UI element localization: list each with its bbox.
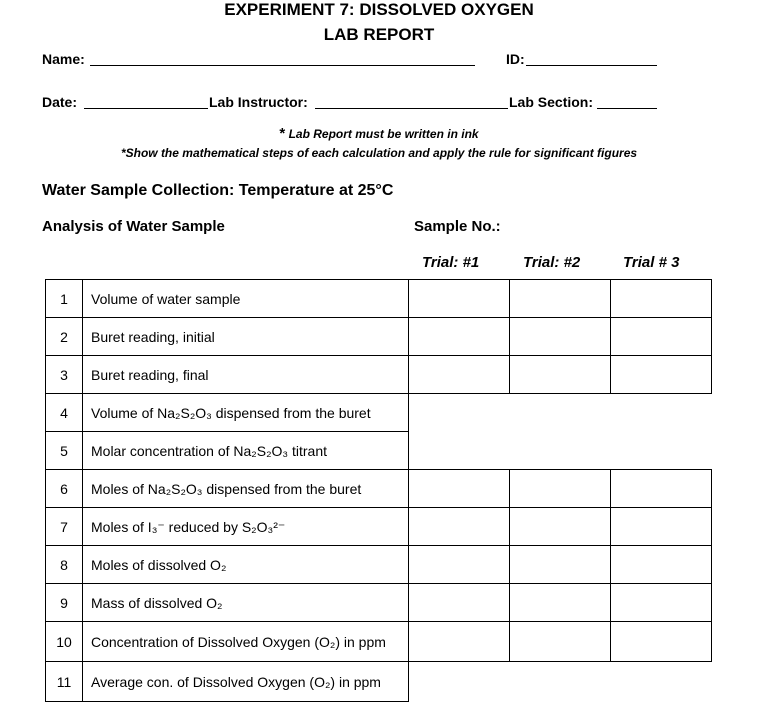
table-row: [46, 508, 712, 546]
row-number: 8: [46, 546, 83, 584]
row-number: 9: [46, 584, 83, 622]
row-number: 6: [46, 470, 83, 508]
ink-note: [0, 125, 758, 142]
trial-2-cell[interactable]: [510, 622, 611, 662]
instructor-label: Lab Instructor:: [209, 94, 308, 110]
row-label: Volume of Na₂S₂O₃ dispensed from the buret: [83, 394, 409, 432]
row-number: 10: [46, 622, 83, 662]
trial-1-cell[interactable]: [409, 318, 510, 356]
trial-2-cell[interactable]: [510, 280, 611, 318]
trial-1-cell[interactable]: [409, 356, 510, 394]
row-label: Buret reading, initial: [83, 318, 409, 356]
trial-3-cell[interactable]: [611, 546, 712, 584]
collection-heading: Water Sample Collection: Temperature at 25°C: [42, 182, 394, 199]
row-number: 4: [46, 394, 83, 432]
trial-2-cell[interactable]: [510, 470, 611, 508]
row-label: Mass of dissolved O₂: [83, 584, 409, 622]
table-row: [46, 432, 712, 470]
trial-1-cell[interactable]: [409, 470, 510, 508]
row-number: 5: [46, 432, 83, 470]
ink-note-star: *: [279, 125, 286, 142]
row-number: 2: [46, 318, 83, 356]
trial-2-header: Trial: #2: [523, 254, 581, 271]
table-row: [46, 662, 712, 702]
row-label: Concentration of Dissolved Oxygen (O₂) in ppm: [83, 622, 409, 662]
trial-2-cell[interactable]: [510, 584, 611, 622]
table-row: [46, 356, 712, 394]
trial-3-cell[interactable]: [611, 508, 712, 546]
table-row: [46, 546, 712, 584]
empty-trial-area: [409, 394, 712, 432]
trial-2-cell[interactable]: [510, 318, 611, 356]
row-label: Buret reading, final: [83, 356, 409, 394]
date-label: Date:: [42, 94, 78, 110]
ink-note-text: Lab Report must be written in ink: [285, 127, 479, 141]
table-row: [46, 318, 712, 356]
math-note: *Show the mathematical steps of each calculation and apply the rule for significant figures: [120, 146, 638, 160]
table-row: [46, 584, 712, 622]
empty-trial-area: [409, 432, 712, 470]
trial-3-cell[interactable]: [611, 470, 712, 508]
row-number: 1: [46, 280, 83, 318]
trial-3-cell[interactable]: [611, 356, 712, 394]
instructor-field[interactable]: [315, 108, 508, 109]
empty-trial-area: [409, 662, 712, 702]
trial-2-cell[interactable]: [510, 508, 611, 546]
trial-1-cell[interactable]: [409, 546, 510, 584]
trial-1-cell[interactable]: [409, 622, 510, 662]
trial-3-header: Trial # 3: [623, 254, 680, 271]
row-label: Moles of I₃⁻ reduced by S₂O₃²⁻: [83, 508, 409, 546]
trial-2-cell[interactable]: [510, 356, 611, 394]
row-number: 7: [46, 508, 83, 546]
section-field[interactable]: [597, 108, 657, 109]
date-field[interactable]: [84, 108, 208, 109]
trial-3-cell[interactable]: [611, 280, 712, 318]
id-label: ID:: [506, 51, 525, 67]
trial-1-cell[interactable]: [409, 280, 510, 318]
sample-no-label: Sample No.:: [414, 218, 501, 235]
id-field[interactable]: [526, 65, 657, 66]
table-row: [46, 394, 712, 432]
trial-2-cell[interactable]: [510, 546, 611, 584]
results-table: [45, 279, 712, 702]
trial-1-cell[interactable]: [409, 508, 510, 546]
trial-3-cell[interactable]: [611, 318, 712, 356]
row-label: Molar concentration of Na₂S₂O₃ titrant: [83, 432, 409, 470]
report-title: EXPERIMENT 7: DISSOLVED OXYGEN: [224, 0, 534, 19]
report-subtitle: LAB REPORT: [323, 25, 435, 44]
analysis-heading: Analysis of Water Sample: [42, 218, 225, 235]
row-label: Moles of dissolved O₂: [83, 546, 409, 584]
section-label: Lab Section:: [509, 94, 594, 110]
table-row: [46, 280, 712, 318]
row-number: 11: [46, 662, 83, 702]
row-label: Volume of water sample: [83, 280, 409, 318]
name-label: Name:: [42, 51, 85, 67]
trial-1-header: Trial: #1: [422, 254, 480, 271]
trial-3-cell[interactable]: [611, 622, 712, 662]
row-label: Moles of Na₂S₂O₃ dispensed from the buret: [83, 470, 409, 508]
row-number: 3: [46, 356, 83, 394]
trial-3-cell[interactable]: [611, 584, 712, 622]
table-row: [46, 470, 712, 508]
table-row: [46, 622, 712, 662]
row-label: Average con. of Dissolved Oxygen (O₂) in ppm: [83, 662, 409, 702]
trial-1-cell[interactable]: [409, 584, 510, 622]
name-field[interactable]: [90, 65, 475, 66]
